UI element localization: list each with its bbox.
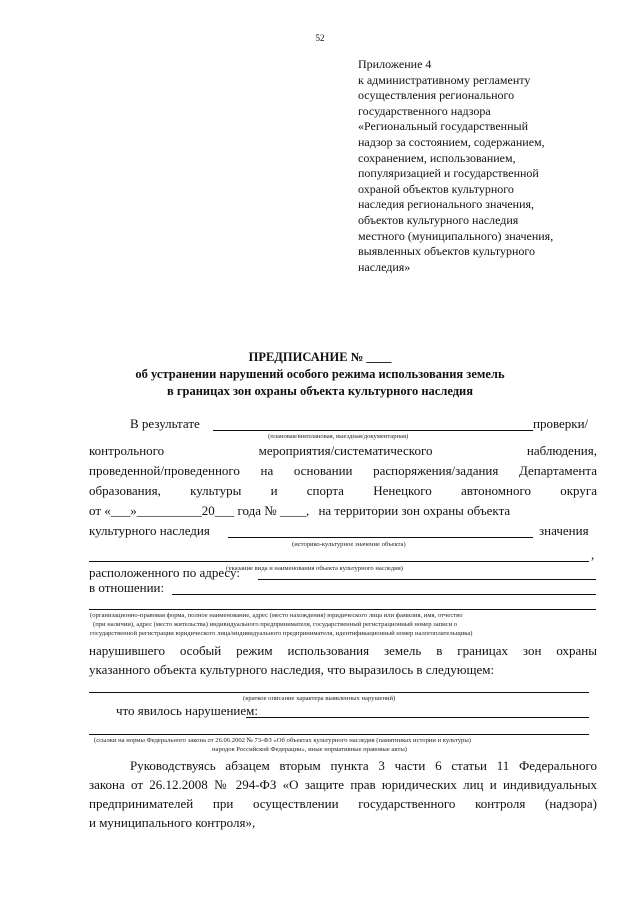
violated-label: что явилось нарушением: xyxy=(116,703,258,718)
heritage-value-hint: (историко-культурное значение объекта) xyxy=(292,541,406,548)
document-title: ПРЕДПИСАНИЕ № ____ xyxy=(248,350,392,364)
organization-field[interactable] xyxy=(89,609,596,610)
appendix-line: наследия» xyxy=(358,259,411,274)
organization-hint-2: (при наличии), адрес (место жительства) индивидуального предпринимателя, государственный регистрационный номер записи о xyxy=(93,621,458,628)
check-type-field[interactable] xyxy=(213,430,533,431)
comma: , xyxy=(591,547,595,562)
appendix-block xyxy=(358,57,633,275)
word: округа xyxy=(560,483,597,498)
word: автономного xyxy=(460,483,531,498)
number-field[interactable]: ____, xyxy=(279,503,310,518)
violation-line-1: нарушившего особый режим использования земель в границах зон охраны xyxy=(89,643,597,658)
heritage-value-field[interactable] xyxy=(228,537,533,538)
regarding-label: в отношении: xyxy=(89,580,165,595)
appendix-line: сохранением, использованием, xyxy=(358,150,516,165)
address-field[interactable] xyxy=(258,579,596,580)
appendix-line: охраной объектов культурного xyxy=(358,181,514,196)
date-number-line[interactable] xyxy=(89,503,510,519)
title-subject: об устранении нарушений особого режима использования земель xyxy=(135,367,505,381)
violation-description-hint: (краткое описание характера выявленных нарушений) xyxy=(243,695,396,702)
word: контрольного xyxy=(89,443,165,458)
appendix-line: «Региональный государственный xyxy=(358,119,528,134)
paragraph-line-3: проведенной/проведенного на основании распоряжения/задания Департамента xyxy=(89,463,597,478)
page-number: 52 xyxy=(315,33,325,43)
appendix-line: выявленных объектов культурного xyxy=(358,244,536,259)
guide-line-3: предпринимателей при осуществлении государственного контроля (надзора) xyxy=(89,796,597,811)
violation-description-field[interactable] xyxy=(89,692,589,693)
date-field[interactable]: от «___»__________20___ года № xyxy=(89,503,277,518)
law-reference-hint-1: (ссылки на нормы Федерального закона от 26.06.2002 № 73-ФЗ «Об объектах культурного наследия (памятниках истории и культуры) xyxy=(94,737,471,744)
appendix-line: надзор за состоянием, содержанием, xyxy=(358,134,545,149)
appendix-heading: Приложение 4 xyxy=(358,57,432,71)
organization-hint-1: (организационно-правовая форма, полное наименование, адрес (место нахождения) юридического лица или фамилия, имя, отчество xyxy=(90,612,463,619)
guide-line-1: Руководствуясь абзацем вторым пункта 3 части 6 статьи 11 Федерального xyxy=(130,758,597,773)
appendix-line: наследия регионального значения, xyxy=(358,197,535,212)
result-label: В результате xyxy=(130,416,200,431)
paragraph-line-2 xyxy=(89,443,597,459)
address-label: расположенного по адресу: xyxy=(89,565,240,580)
appendix-line: объектов культурного наследия xyxy=(358,212,519,227)
word: спорта xyxy=(306,483,344,498)
appendix-line: государственного надзора xyxy=(358,103,491,118)
guide-line-4: и муниципального контроля», xyxy=(89,815,256,830)
law-reference-field[interactable] xyxy=(89,734,589,735)
law-reference-hint-2: народов Российской Федерации», иные нормативные правовые акты) xyxy=(212,746,407,753)
violation-line-2: указанного объекта культурного наследия, что выразилось в следующем: xyxy=(89,662,495,677)
heritage-value-label: значения xyxy=(539,523,589,538)
paragraph-line-4 xyxy=(89,483,597,499)
date-line-text: на территории зон охраны объекта xyxy=(318,503,511,518)
word: наблюдения, xyxy=(526,443,597,458)
regarding-field[interactable] xyxy=(172,594,596,595)
organization-hint-3: государственной регистрации юридического лица/индивидуального предпринимателя, идентификационный номер налогоплательщика) xyxy=(90,630,473,637)
word: Ненецкого xyxy=(373,483,432,498)
appendix-line: местного (муниципального) значения, xyxy=(358,228,554,243)
appendix-line: популяризацией и государственной xyxy=(358,166,539,181)
appendix-line: к административному регламенту xyxy=(358,72,531,87)
check-label: проверки/ xyxy=(533,416,589,431)
word: образования, xyxy=(89,483,161,498)
object-name-hint: (указание вида и наименования объекта культурного наследия) xyxy=(226,565,403,572)
word: культуры xyxy=(190,483,242,498)
guide-line-2: закона от 26.12.2008 № 294-ФЗ «О защите прав юридических лиц и индивидуальных xyxy=(89,777,597,792)
title-scope: в границах зон охраны объекта культурного наследия xyxy=(166,384,474,398)
check-type-hint: (плановая/внеплановая, выездная/документарная) xyxy=(268,433,409,440)
word: и xyxy=(270,483,278,498)
object-name-field[interactable] xyxy=(89,561,589,562)
word: мероприятия/систематического xyxy=(258,443,433,458)
violated-field[interactable] xyxy=(246,717,589,718)
appendix-line: осуществления регионального xyxy=(358,88,515,103)
heritage-label: культурного наследия xyxy=(89,523,210,538)
